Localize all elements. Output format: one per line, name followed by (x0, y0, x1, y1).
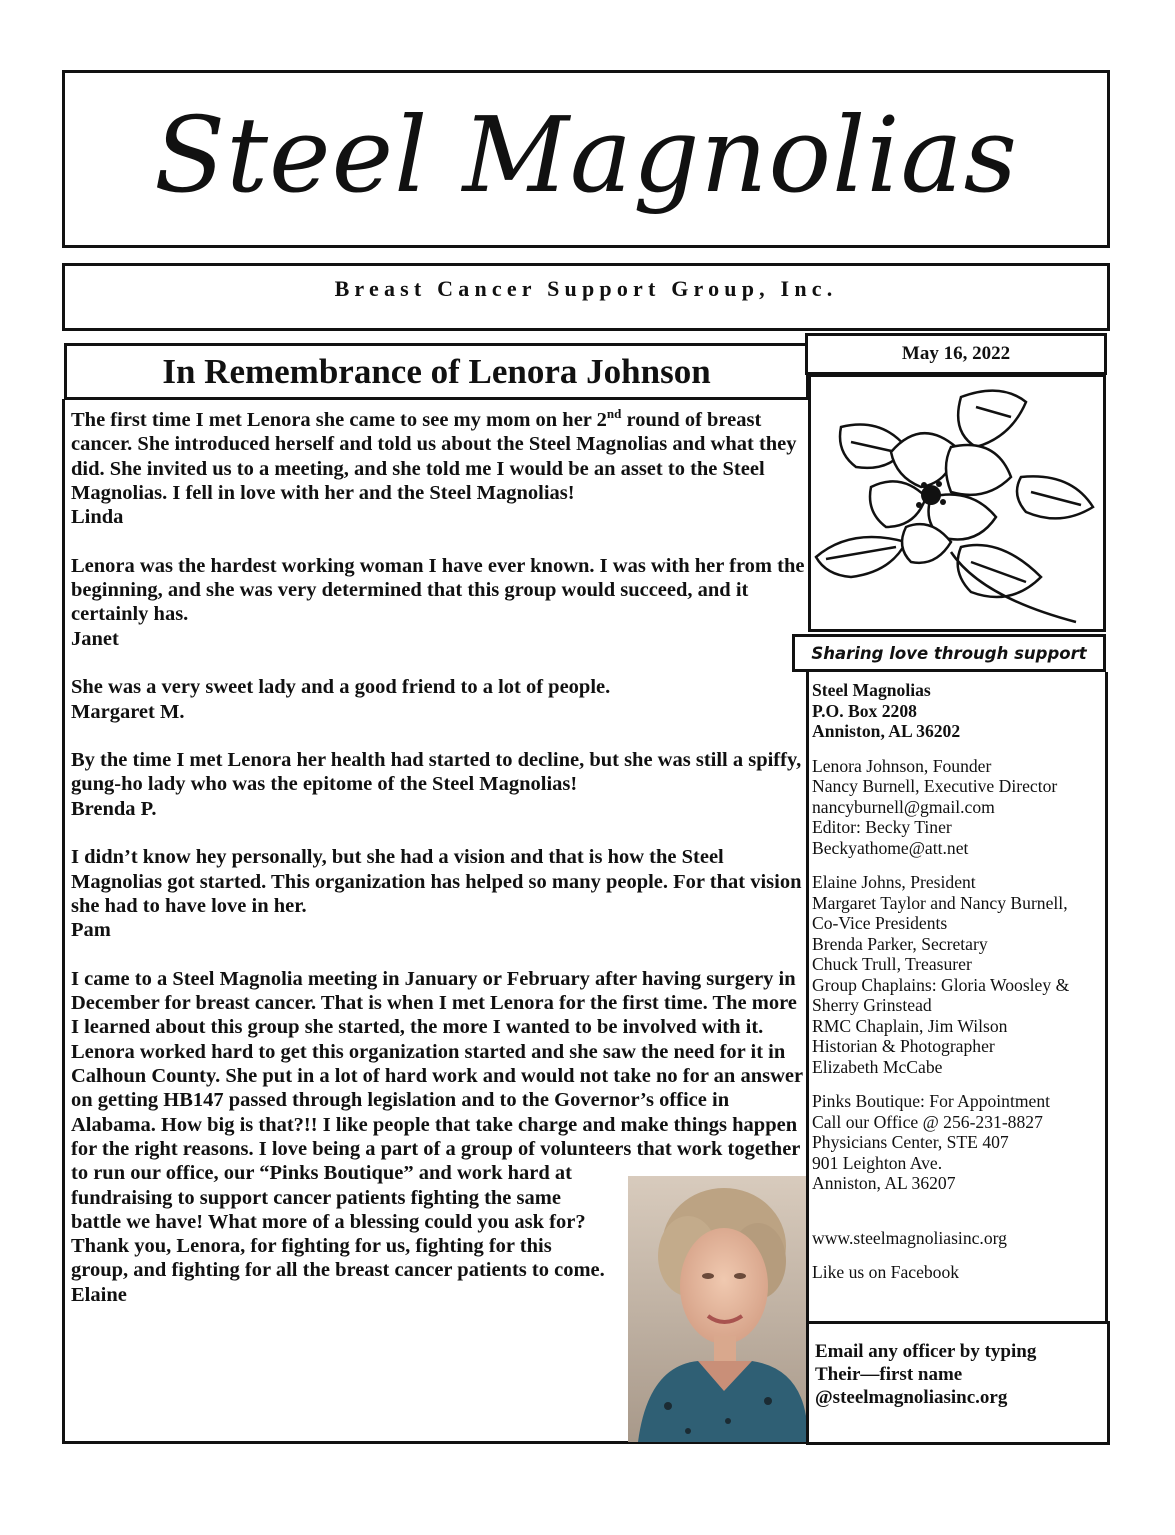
newsletter-title: Steel Magnolias (153, 94, 1018, 216)
staff-email[interactable]: nancyburnell@gmail.com (812, 796, 995, 817)
officer-line: Co-Vice Presidents (812, 913, 948, 933)
tribute-brenda (71, 748, 806, 821)
tribute-text: The first time I met Lenora she came to see my mom on her 2 (71, 409, 607, 431)
officer-line: Elizabeth McCabe (812, 1056, 943, 1077)
staff-line: Lenora Johnson, Founder (812, 755, 992, 776)
organization-subtitle: Breast Cancer Support Group, Inc. (334, 276, 838, 301)
tribute-linda (71, 408, 806, 529)
tribute-janet (71, 554, 806, 651)
email-note-line: Their—first name (815, 1364, 963, 1385)
tribute-text: By the time I met Lenora her health had started to decline, but she was still a spiffy, gung-ho lady who was the epitome of the Steel Magnolias! (71, 749, 802, 796)
tribute-text: round of breast cancer. She introduced herself and told us about the Steel Magnolias and what they did. She invited us to a meeting, and she told me I would be an asset to the Steel Magnolias. I fell in love with her and the Steel Magnolias! (71, 409, 797, 504)
officer-line: Sherry Grinstead (812, 995, 932, 1015)
tribute-pam (71, 845, 806, 942)
officer-line: Chuck Trull, Treasurer (812, 954, 972, 974)
subtitle-banner (62, 263, 1110, 331)
article-heading: In Remembrance of Lenora Johnson (162, 352, 711, 391)
magnolia-illustration (808, 374, 1106, 632)
article-heading-box (64, 343, 809, 400)
email-domain: @steelmagnoliasinc.org (815, 1387, 1008, 1408)
lenora-johnson-photo (628, 1176, 806, 1442)
officer-line: Elaine Johns, President (812, 872, 976, 892)
address-line: Steel Magnolias (812, 680, 931, 700)
address-line: Anniston, AL 36202 (812, 721, 961, 741)
boutique-line: Physicians Center, STE 407 (812, 1132, 1009, 1152)
facebook-link[interactable] (812, 1262, 1104, 1283)
officer-line: Group Chaplains: Gloria Woosley & (812, 974, 1070, 995)
tribute-text: She was a very sweet lady and a good friend to a lot of people. (71, 676, 611, 699)
boutique-line: Anniston, AL 36207 (812, 1173, 956, 1193)
tribute-text: Lenora was the hardest working woman I have ever known. I was with her from the beginning, and she was very determined that this group would succeed, and it certainly has. (71, 554, 805, 626)
tagline-box (792, 634, 1106, 672)
ordinal-suffix: nd (606, 406, 622, 422)
address-line: P.O. Box 2208 (812, 700, 917, 721)
magnolia-flower-icon (811, 377, 1103, 629)
tribute-signature: Pam (71, 919, 111, 942)
issue-date-box (805, 333, 1107, 375)
email-note-box (806, 1321, 1110, 1445)
tribute-signature: Brenda P. (71, 797, 157, 820)
facebook-text[interactable]: Like us on Facebook (812, 1262, 960, 1282)
staff-list (812, 756, 1104, 859)
issue-date: May 16, 2022 (901, 343, 1011, 364)
portrait-image (628, 1176, 806, 1442)
boutique-line: 901 Leighton Ave. (812, 1152, 943, 1173)
boutique-line: Pinks Boutique: For Appointment (812, 1091, 1051, 1111)
tribute-text: I didn’t know hey personally, but she had a vision and that is how the Steel Magnolias got started. This organization has helped so many people. For that vision she had to have love in her. (71, 846, 802, 917)
contact-info (812, 680, 1104, 1297)
mailing-address (812, 680, 1104, 742)
tribute-signature: Janet (71, 627, 119, 650)
officer-line: Brenda Parker, Secretary (812, 933, 988, 954)
officer-line: RMC Chaplain, Jim Wilson (812, 1015, 1008, 1036)
tribute-signature: Margaret M. (71, 700, 185, 723)
boutique-phone: Call our Office @ 256-231-8827 (812, 1111, 1043, 1132)
tribute-signature: Linda (71, 506, 124, 529)
staff-line: Editor: Becky Tiner (812, 817, 952, 837)
tribute-signature: Elaine (71, 1283, 127, 1306)
masthead (62, 70, 1110, 248)
tribute-text: I came to a Steel Magnolia meeting in January or February after having surgery in December for breast cancer. That is when I met Lenora for the first time. The more I learned about this group she started, the more I wanted to be involved with it. Lenora worked hard to get this organization started and she saw the need for it in Calhoun County. She put in a lot of hard work and would not take no for an answer on getting HB147 passed through legislation and to the Governor’s office in Alabama. How big is that?!! I like people that take charge and make things happen for the right reasons. I love being a part of a group of volunteers that work together to run our office, our “Pinks Boutique” and work hard at fundraising to support cancer patients fighting the same battle we have! What more of a blessing could you ask for? Thank you, Lenora, for fighting for us, fighting for this group, and fighting for all the breast cancer patients to come. (71, 967, 803, 1282)
officer-list (812, 872, 1104, 1077)
staff-email[interactable]: Beckyathome@att.net (812, 837, 969, 858)
boutique-info (812, 1091, 1104, 1194)
tribute-margaret (71, 675, 806, 724)
email-note-line: Email any officer by typing (815, 1341, 1037, 1362)
officer-line: Margaret Taylor and Nancy Burnell, (812, 892, 1068, 913)
tagline: Sharing love through support (811, 644, 1087, 663)
website-link[interactable] (812, 1228, 1104, 1249)
staff-line: Nancy Burnell, Executive Director (812, 776, 1058, 796)
email-note (815, 1340, 1105, 1409)
website-url[interactable]: www.steelmagnoliasinc.org (812, 1227, 1007, 1248)
officer-line: Historian & Photographer (812, 1036, 995, 1056)
